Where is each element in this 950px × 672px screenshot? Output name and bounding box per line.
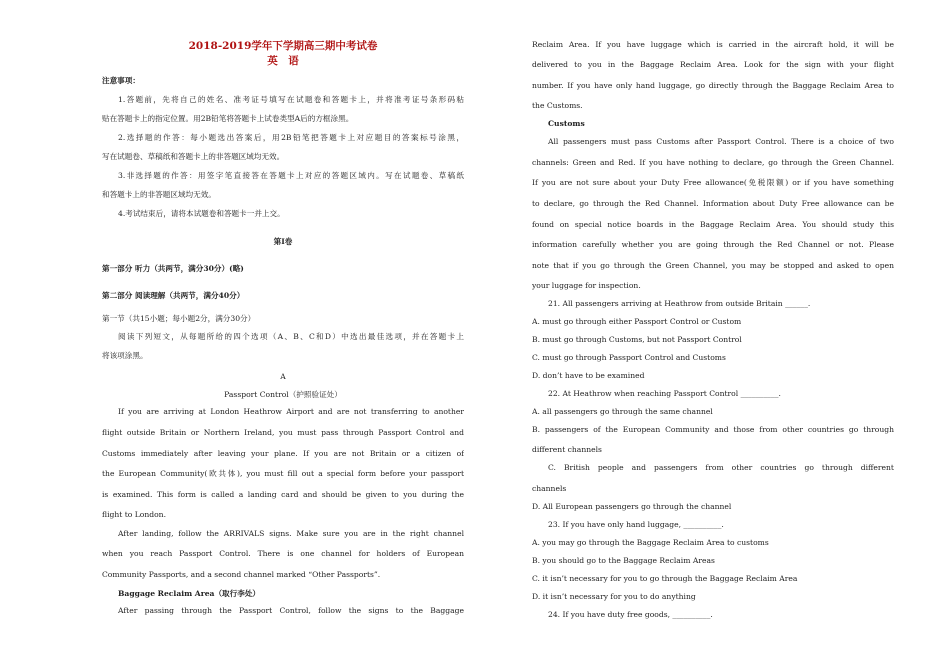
left-text-line: 第二部分 阅读理解（共两节，满分40分） — [102, 291, 245, 300]
right-text-line: D. it isn’t necessary for you to do anything — [532, 592, 696, 601]
left-text-line: 和答题卡上的非答题区域均无效。 — [102, 190, 216, 199]
left-text-line: Customs immediately after leaving your plane. If you are not Britain or a citizen of — [102, 449, 464, 458]
right-text-line: Reclaim Area. If you have luggage which is carried in the aircraft hold, it will be — [532, 40, 894, 49]
right-text-line: 21. All passengers arriving at Heathrow from outside Britain ______. — [548, 299, 811, 308]
left-text-line: flight to London. — [102, 510, 166, 519]
right-text-line: channels — [532, 484, 567, 493]
right-text-line: A. all passengers go through the same channel — [532, 407, 713, 416]
left-text-line: A — [280, 372, 286, 381]
left-text-line: 3.非选择题的作答：用签字笔直接答在答题卡上对应的答题区域内。写在试题卷、草稿纸 — [118, 171, 464, 180]
right-text-line: the Customs. — [532, 101, 583, 110]
right-text-line: your luggage for inspection. — [532, 281, 641, 290]
right-text-line: C. must go through Passport Control and Customs — [532, 353, 726, 362]
right-text-line: information carefully whether you are going through the Red Channel or not. Please — [532, 240, 894, 249]
left-text-line: 将该项涂黑。 — [102, 351, 148, 360]
right-text-line: 22. At Heathrow when reaching Passport Control __________. — [548, 389, 781, 398]
left-text-line: 2018-2019学年下学期高三期中考试卷 — [188, 40, 378, 52]
right-text-line: delivered to you in the Baggage Reclaim Area. Look for the sign with your flight — [532, 60, 894, 69]
right-text-line: A. must go through either Passport Control or Custom — [532, 317, 742, 326]
left-text-line: when you reach Passport Control. There is one channel for holders of European — [102, 549, 464, 558]
left-text-line: 阅读下列短文，从每题所给的四个选项（A、B、C和D）中选出最佳选项，并在答题卡上 — [118, 332, 464, 341]
right-text-line: channels: Green and Red. If you have nothing to declare, go through the Green Channel. — [532, 158, 894, 167]
left-text-line: is examined. This form is called a landing card and should be given to you during the — [102, 490, 464, 499]
right-text-line: note that if you go through the Green Channel, you may be stopped and asked to open — [532, 261, 894, 270]
left-text-line: After landing, follow the ARRIVALS signs. Make sure you are in the right channel — [118, 529, 464, 538]
right-text-line: 23. If you have only hand luggage, __________. — [548, 520, 724, 529]
left-text-line: 第一部分 听力（共两节，满分30分）(略) — [102, 264, 244, 273]
left-text-line: 第Ⅰ卷 — [273, 237, 293, 246]
left-text-line: Baggage Reclaim Area（取行李处） — [118, 589, 261, 598]
right-text-line: D. All European passengers go through the channel — [532, 502, 732, 511]
right-text-line: C. British people and passengers from other countries go through different — [548, 463, 894, 472]
left-text-line: 英 语 — [267, 55, 299, 67]
right-text-line: to declare, go through the Red Channel. Information about Duty Free allowance can be — [532, 199, 894, 208]
left-text-line: Passport Control（护照验证处） — [224, 390, 342, 399]
left-text-line: the European Community(欧共体), you must fill out a special form before your passport — [102, 469, 464, 478]
right-text-line: If you are not sure about your Duty Free allowance(免税限额) or if you have something — [532, 178, 894, 187]
left-text-line: 4.考试结束后，请将本试题卷和答题卡一并上交。 — [118, 209, 285, 218]
right-text-line: All passengers must pass Customs after Passport Control. There is a choice of two — [548, 137, 894, 146]
right-text-line: D. don’t have to be examined — [532, 371, 645, 380]
right-text-line: A. you may go through the Baggage Reclaim Area to customs — [532, 538, 769, 547]
left-text-line: 注意事项： — [102, 76, 140, 85]
right-text-line: B. passengers of the European Community and those from other countries go through — [532, 425, 894, 434]
right-text-line: different channels — [532, 445, 602, 454]
left-text-line: If you are arriving at London Heathrow Airport and are not transferring to another — [118, 407, 464, 416]
left-text-line: flight outside Britain or Northern Ireland, you must pass through Passport Control and — [102, 428, 464, 437]
left-text-line: Community Passports, and a second channel marked “Other Passports”. — [102, 570, 381, 579]
left-text-line: 1.答题前，先将自己的姓名、准考证号填写在试题卷和答题卡上，并将准考证号条形码粘 — [118, 95, 464, 104]
right-text-line: C. it isn’t necessary for you to go through the Baggage Reclaim Area — [532, 574, 798, 583]
right-text-line: found on special notice boards in the Baggage Reclaim Area. You should study this — [532, 220, 894, 229]
right-text-line: number. If you have only hand luggage, go directly through the Baggage Reclaim Area to — [532, 81, 894, 90]
left-text-line: 贴在答题卡上的指定位置。用2B铅笔将答题卡上试卷类型A后的方框涂黑。 — [102, 114, 354, 123]
right-text-line: Customs — [548, 119, 585, 128]
right-text-line: B. you should go to the Baggage Reclaim Areas — [532, 556, 715, 565]
left-text-line: After passing through the Passport Control, follow the signs to the Baggage — [118, 606, 464, 615]
right-text-line: 24. If you have duty free goods, __________. — [548, 610, 713, 619]
left-text-line: 写在试题卷、草稿纸和答题卡上的非答题区域均无效。 — [102, 152, 285, 161]
left-text-line: 2.选择题的作答：每小题选出答案后，用2B铅笔把答题卡上对应题目的答案标号涂黑， — [118, 133, 464, 142]
right-text-line: B. must go through Customs, but not Passport Control — [532, 335, 742, 344]
left-text-line: 第一节（共15小题；每小题2分，满分30分） — [102, 314, 256, 323]
